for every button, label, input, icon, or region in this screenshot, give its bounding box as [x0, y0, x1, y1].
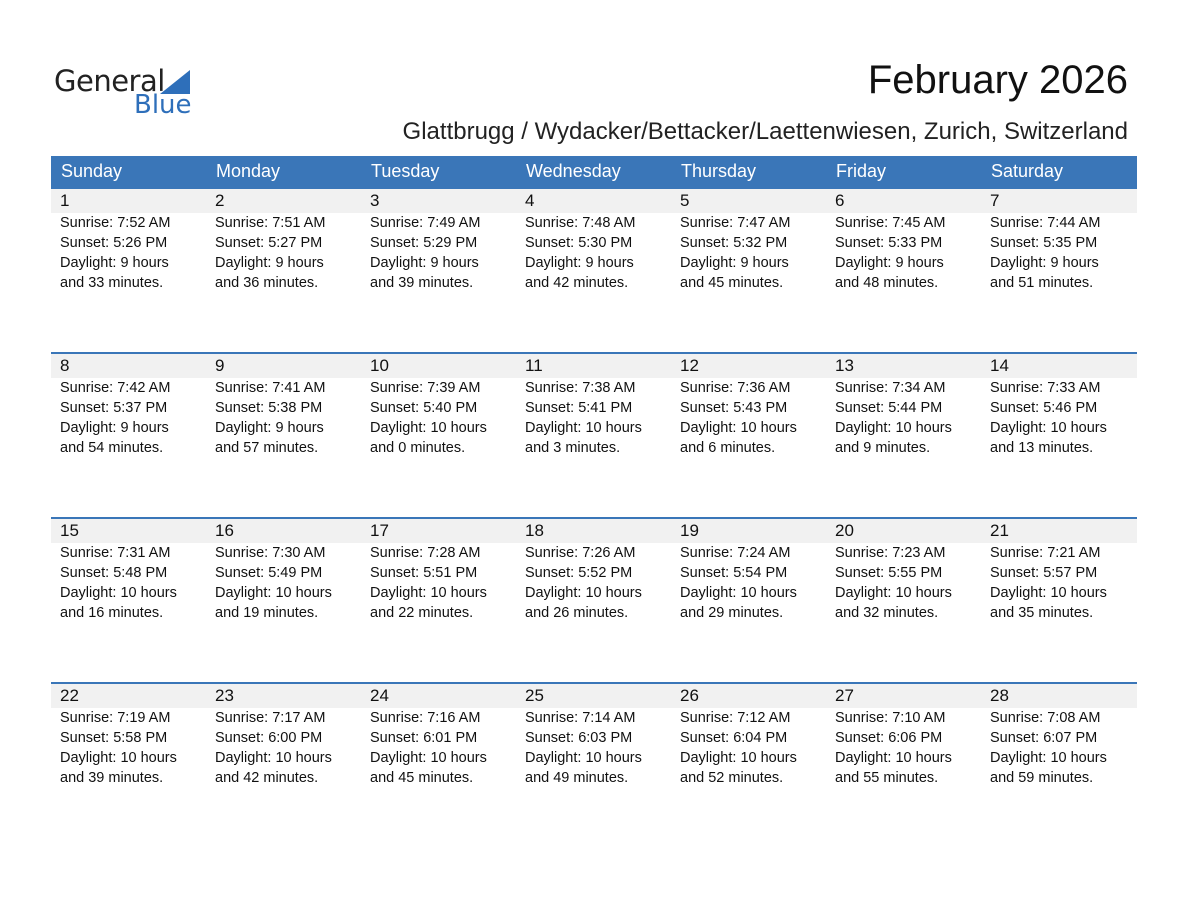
weekday-monday: Monday	[216, 161, 281, 181]
day-cell	[826, 189, 981, 293]
day-sunset: Sunset: 6:03 PM	[525, 730, 633, 746]
day-sunset: Sunset: 5:32 PM	[680, 235, 788, 251]
day-sunset: Sunset: 5:58 PM	[60, 730, 168, 746]
day-daylight1: Daylight: 10 hours	[680, 750, 797, 766]
day-daylight1: Daylight: 10 hours	[370, 585, 487, 601]
day-sunrise: Sunrise: 7:34 AM	[835, 380, 946, 396]
day-daylight1: Daylight: 9 hours	[60, 420, 169, 436]
day-daylight2: and 3 minutes.	[525, 440, 621, 456]
day-daylight1: Daylight: 10 hours	[680, 585, 797, 601]
day-cell	[51, 189, 206, 293]
day-number: 7	[990, 191, 1000, 210]
day-daylight1: Daylight: 9 hours	[990, 255, 1099, 271]
day-daylight2: and 35 minutes.	[990, 605, 1094, 621]
day-sunset: Sunset: 5:40 PM	[370, 400, 478, 416]
day-sunrise: Sunrise: 7:21 AM	[990, 545, 1101, 561]
day-sunset: Sunset: 6:06 PM	[835, 730, 943, 746]
day-sunset: Sunset: 5:54 PM	[680, 565, 788, 581]
day-sunrise: Sunrise: 7:47 AM	[680, 215, 791, 231]
day-daylight1: Daylight: 10 hours	[215, 585, 332, 601]
day-number: 14	[990, 356, 1009, 375]
day-number: 12	[680, 356, 699, 375]
day-cell	[206, 189, 361, 293]
day-sunrise: Sunrise: 7:39 AM	[370, 380, 481, 396]
day-cell	[826, 354, 981, 458]
location-subtitle: Glattbrugg / Wydacker/Bettacker/Laettenwiesen, Zurich, Switzerland	[402, 118, 1128, 145]
day-cell	[516, 354, 671, 458]
day-daylight2: and 51 minutes.	[990, 275, 1094, 291]
day-daylight2: and 22 minutes.	[370, 605, 474, 621]
logo-word-general: General	[54, 64, 165, 98]
day-daylight1: Daylight: 10 hours	[60, 585, 177, 601]
day-cell	[981, 519, 1136, 623]
day-cell	[361, 354, 516, 458]
day-daylight2: and 45 minutes.	[680, 275, 784, 291]
day-daylight2: and 9 minutes.	[835, 440, 931, 456]
day-daylight2: and 32 minutes.	[835, 605, 939, 621]
day-daylight2: and 36 minutes.	[215, 275, 319, 291]
weekday-friday: Friday	[836, 161, 887, 181]
day-daylight2: and 48 minutes.	[835, 275, 939, 291]
day-number: 20	[835, 521, 854, 540]
day-number: 3	[370, 191, 380, 210]
day-daylight2: and 42 minutes.	[525, 275, 629, 291]
day-sunrise: Sunrise: 7:26 AM	[525, 545, 636, 561]
day-daylight1: Daylight: 10 hours	[990, 420, 1107, 436]
day-daylight2: and 39 minutes.	[370, 275, 474, 291]
day-sunset: Sunset: 6:01 PM	[370, 730, 478, 746]
day-sunrise: Sunrise: 7:14 AM	[525, 710, 636, 726]
day-cell	[981, 354, 1136, 458]
day-number: 16	[215, 521, 234, 540]
day-sunrise: Sunrise: 7:33 AM	[990, 380, 1101, 396]
day-sunset: Sunset: 5:27 PM	[215, 235, 323, 251]
day-cell	[981, 684, 1136, 788]
day-sunset: Sunset: 5:38 PM	[215, 400, 323, 416]
day-daylight1: Daylight: 10 hours	[835, 585, 952, 601]
week-row	[51, 352, 1137, 517]
day-cell	[671, 519, 826, 623]
day-sunrise: Sunrise: 7:51 AM	[215, 215, 326, 231]
day-sunset: Sunset: 5:41 PM	[525, 400, 633, 416]
day-number: 15	[60, 521, 79, 540]
weekday-sunday: Sunday	[61, 161, 123, 181]
day-cell	[516, 519, 671, 623]
week-row	[51, 187, 1137, 352]
day-number: 17	[370, 521, 389, 540]
day-sunrise: Sunrise: 7:45 AM	[835, 215, 946, 231]
day-daylight2: and 16 minutes.	[60, 605, 164, 621]
day-sunset: Sunset: 5:37 PM	[60, 400, 168, 416]
day-number: 23	[215, 686, 234, 705]
day-sunset: Sunset: 6:04 PM	[680, 730, 788, 746]
day-cell	[51, 519, 206, 623]
day-daylight1: Daylight: 9 hours	[215, 255, 324, 271]
day-sunset: Sunset: 5:48 PM	[60, 565, 168, 581]
day-sunrise: Sunrise: 7:28 AM	[370, 545, 481, 561]
day-daylight1: Daylight: 10 hours	[60, 750, 177, 766]
calendar-weeks	[51, 187, 1137, 847]
page-title: February 2026	[867, 58, 1128, 102]
day-number: 24	[370, 686, 389, 705]
day-daylight2: and 57 minutes.	[215, 440, 319, 456]
calendar	[51, 156, 1137, 847]
day-daylight1: Daylight: 9 hours	[370, 255, 479, 271]
day-sunrise: Sunrise: 7:23 AM	[835, 545, 946, 561]
day-number: 27	[835, 686, 854, 705]
day-number: 10	[370, 356, 389, 375]
day-daylight2: and 33 minutes.	[60, 275, 164, 291]
day-daylight2: and 59 minutes.	[990, 770, 1094, 786]
day-daylight1: Daylight: 10 hours	[680, 420, 797, 436]
day-cell	[206, 354, 361, 458]
day-sunset: Sunset: 5:35 PM	[990, 235, 1098, 251]
day-daylight2: and 49 minutes.	[525, 770, 629, 786]
day-sunrise: Sunrise: 7:17 AM	[215, 710, 326, 726]
logo	[54, 64, 204, 124]
day-daylight2: and 54 minutes.	[60, 440, 164, 456]
day-cell	[51, 684, 206, 788]
day-daylight1: Daylight: 10 hours	[370, 750, 487, 766]
day-sunrise: Sunrise: 7:38 AM	[525, 380, 636, 396]
day-daylight1: Daylight: 10 hours	[835, 420, 952, 436]
day-sunset: Sunset: 5:43 PM	[680, 400, 788, 416]
day-sunset: Sunset: 5:49 PM	[215, 565, 323, 581]
day-cell	[206, 684, 361, 788]
day-daylight2: and 19 minutes.	[215, 605, 319, 621]
day-number: 5	[680, 191, 690, 210]
day-sunrise: Sunrise: 7:41 AM	[215, 380, 326, 396]
day-daylight2: and 29 minutes.	[680, 605, 784, 621]
day-daylight2: and 6 minutes.	[680, 440, 776, 456]
day-daylight1: Daylight: 9 hours	[215, 420, 324, 436]
day-daylight2: and 42 minutes.	[215, 770, 319, 786]
day-number: 26	[680, 686, 699, 705]
day-daylight1: Daylight: 10 hours	[990, 585, 1107, 601]
day-sunset: Sunset: 6:00 PM	[215, 730, 323, 746]
day-sunrise: Sunrise: 7:44 AM	[990, 215, 1101, 231]
day-sunset: Sunset: 6:07 PM	[990, 730, 1098, 746]
day-sunset: Sunset: 5:44 PM	[835, 400, 943, 416]
weekday-wednesday: Wednesday	[526, 161, 621, 181]
logo-word-blue: Blue	[134, 90, 192, 120]
day-cell	[671, 684, 826, 788]
day-daylight1: Daylight: 10 hours	[525, 750, 642, 766]
day-number: 8	[60, 356, 70, 375]
day-daylight2: and 55 minutes.	[835, 770, 939, 786]
day-daylight1: Daylight: 10 hours	[835, 750, 952, 766]
day-daylight2: and 52 minutes.	[680, 770, 784, 786]
day-cell	[516, 684, 671, 788]
day-cell	[361, 189, 516, 293]
day-daylight1: Daylight: 10 hours	[990, 750, 1107, 766]
day-sunrise: Sunrise: 7:16 AM	[370, 710, 481, 726]
day-sunset: Sunset: 5:57 PM	[990, 565, 1098, 581]
day-sunrise: Sunrise: 7:36 AM	[680, 380, 791, 396]
day-sunset: Sunset: 5:51 PM	[370, 565, 478, 581]
day-number: 2	[215, 191, 225, 210]
day-daylight1: Daylight: 10 hours	[215, 750, 332, 766]
day-cell	[981, 189, 1136, 293]
day-number: 19	[680, 521, 699, 540]
day-daylight2: and 26 minutes.	[525, 605, 629, 621]
day-daylight1: Daylight: 9 hours	[525, 255, 634, 271]
day-sunset: Sunset: 5:33 PM	[835, 235, 943, 251]
week-row	[51, 517, 1137, 682]
day-daylight2: and 13 minutes.	[990, 440, 1094, 456]
day-number: 11	[525, 356, 543, 375]
day-number: 9	[215, 356, 225, 375]
day-sunrise: Sunrise: 7:48 AM	[525, 215, 636, 231]
day-cell	[671, 354, 826, 458]
day-cell	[671, 189, 826, 293]
day-sunset: Sunset: 5:29 PM	[370, 235, 478, 251]
day-number: 1	[60, 191, 70, 210]
day-sunset: Sunset: 5:52 PM	[525, 565, 633, 581]
day-number: 18	[525, 521, 544, 540]
day-number: 25	[525, 686, 544, 705]
day-cell	[206, 519, 361, 623]
day-daylight2: and 45 minutes.	[370, 770, 474, 786]
day-number: 22	[60, 686, 79, 705]
day-sunrise: Sunrise: 7:49 AM	[370, 215, 481, 231]
weekday-tuesday: Tuesday	[371, 161, 440, 181]
day-sunset: Sunset: 5:46 PM	[990, 400, 1098, 416]
day-sunset: Sunset: 5:55 PM	[835, 565, 943, 581]
day-daylight2: and 39 minutes.	[60, 770, 164, 786]
day-sunrise: Sunrise: 7:30 AM	[215, 545, 326, 561]
day-sunset: Sunset: 5:26 PM	[60, 235, 168, 251]
day-daylight1: Daylight: 10 hours	[525, 420, 642, 436]
day-sunset: Sunset: 5:30 PM	[525, 235, 633, 251]
day-cell	[361, 684, 516, 788]
day-cell	[826, 519, 981, 623]
day-daylight1: Daylight: 9 hours	[60, 255, 169, 271]
day-daylight1: Daylight: 10 hours	[370, 420, 487, 436]
day-sunrise: Sunrise: 7:42 AM	[60, 380, 171, 396]
day-number: 28	[990, 686, 1009, 705]
week-row	[51, 682, 1137, 847]
weekday-thursday: Thursday	[681, 161, 757, 181]
day-sunrise: Sunrise: 7:19 AM	[60, 710, 171, 726]
day-sunrise: Sunrise: 7:12 AM	[680, 710, 791, 726]
day-sunrise: Sunrise: 7:24 AM	[680, 545, 791, 561]
day-cell	[51, 354, 206, 458]
day-sunrise: Sunrise: 7:52 AM	[60, 215, 171, 231]
day-cell	[361, 519, 516, 623]
day-cell	[826, 684, 981, 788]
day-sunrise: Sunrise: 7:10 AM	[835, 710, 946, 726]
day-number: 13	[835, 356, 854, 375]
day-daylight1: Daylight: 9 hours	[680, 255, 789, 271]
day-daylight2: and 0 minutes.	[370, 440, 466, 456]
day-daylight1: Daylight: 10 hours	[525, 585, 642, 601]
weekday-saturday: Saturday	[991, 161, 1064, 181]
day-number: 21	[990, 521, 1009, 540]
day-daylight1: Daylight: 9 hours	[835, 255, 944, 271]
day-cell	[516, 189, 671, 293]
day-sunrise: Sunrise: 7:31 AM	[60, 545, 171, 561]
weekday-header	[51, 156, 1137, 187]
day-sunrise: Sunrise: 7:08 AM	[990, 710, 1101, 726]
day-number: 4	[525, 191, 535, 210]
day-number: 6	[835, 191, 845, 210]
